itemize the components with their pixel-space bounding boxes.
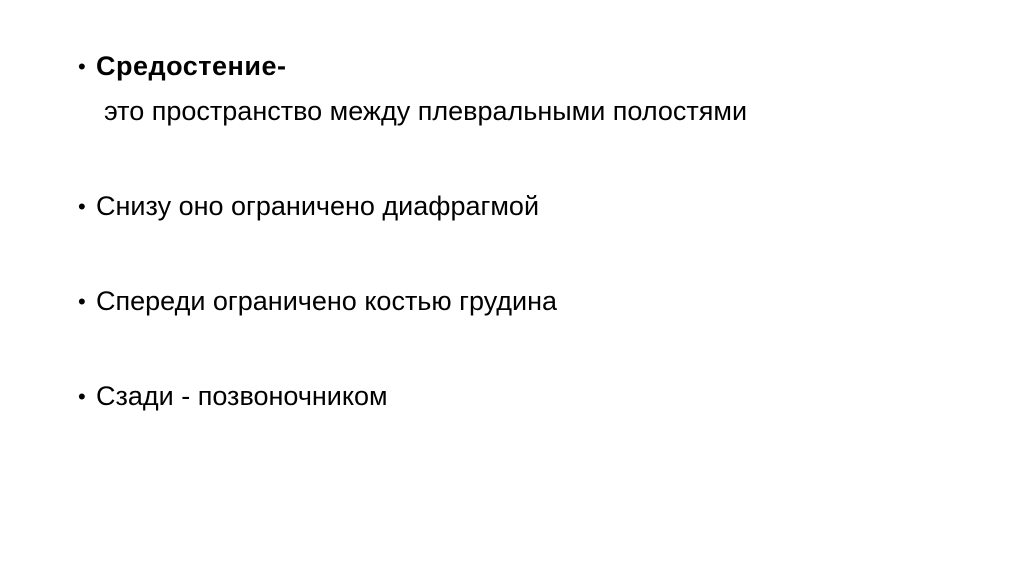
bullet-icon: • bbox=[78, 54, 86, 79]
bullet-text: Спереди ограничено костью грудина bbox=[96, 286, 558, 316]
bullet-text: Сзади - позвоночником bbox=[96, 381, 388, 411]
bullet-text: Снизу оно ограничено диафрагмой bbox=[96, 191, 540, 221]
bullet-body bbox=[96, 279, 958, 324]
bullet-item-front-boundary bbox=[78, 279, 958, 324]
bullet-subtitle: это пространство между плевральными полостями bbox=[104, 96, 748, 126]
bullet-body bbox=[96, 184, 958, 229]
bullet-icon: • bbox=[78, 384, 86, 409]
bullet-list bbox=[78, 44, 958, 469]
bullet-icon: • bbox=[78, 194, 86, 219]
bullet-body bbox=[96, 374, 958, 419]
bullet-item-mediastinum bbox=[78, 44, 958, 134]
bullet-title: Средостение- bbox=[96, 51, 287, 81]
bullet-icon: • bbox=[78, 289, 86, 314]
bullet-body bbox=[96, 44, 958, 134]
bullet-item-back-boundary bbox=[78, 374, 958, 419]
bullet-item-bottom-boundary bbox=[78, 184, 958, 229]
